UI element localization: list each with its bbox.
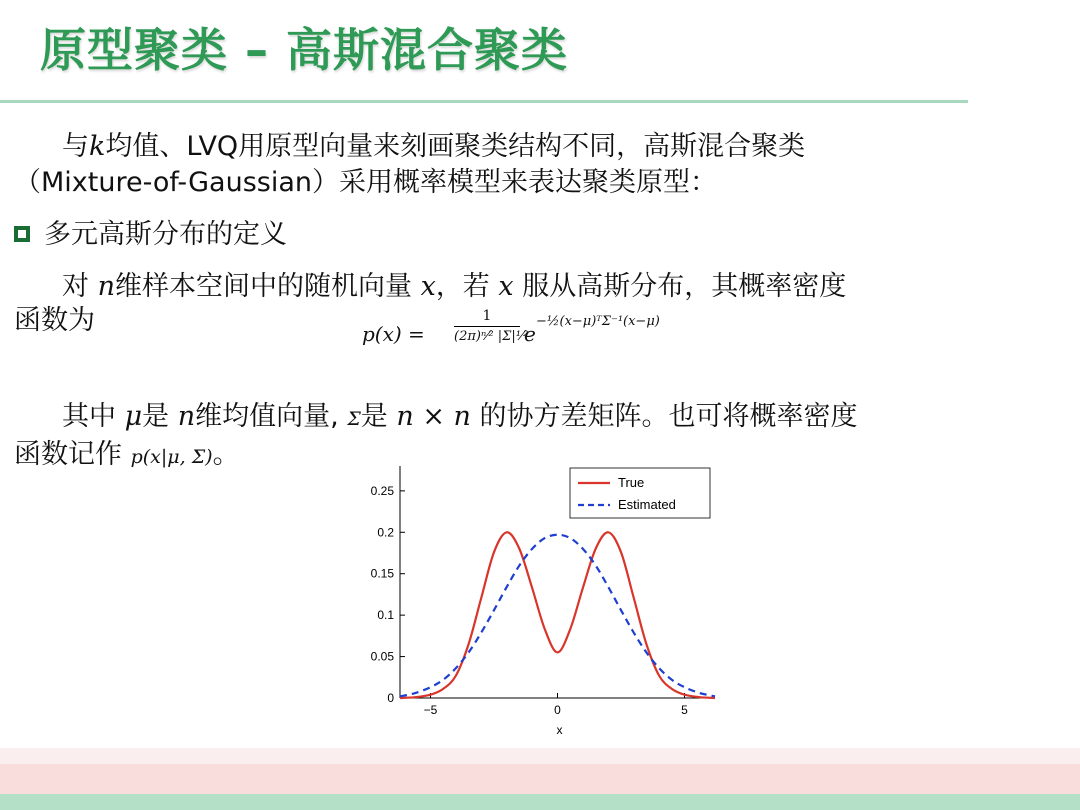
formula-fraction [454, 308, 529, 344]
square-bullet-icon [14, 226, 30, 242]
fraction-bar [454, 326, 520, 327]
x-tick-label: 5 [681, 703, 688, 717]
footer-band-pink [0, 764, 1080, 794]
def-p4: 服从高斯分布，其概率密度 [522, 271, 847, 302]
y-tick-label: 0 [387, 691, 394, 705]
x-tick-label: −5 [423, 703, 438, 717]
formula-numerator: 1 [482, 308, 492, 324]
note-p4: 是 [360, 401, 388, 432]
footer-band-green [0, 794, 1080, 810]
y-tick-label: 0.2 [377, 525, 394, 540]
note-line2-text: 函数记作 [14, 439, 122, 470]
def-p3: ，若 [435, 271, 490, 302]
formula-lhs: p(x) = [362, 322, 425, 346]
def-x-2: x [498, 271, 514, 302]
def-p1: 对 [62, 271, 89, 302]
y-tick-label: 0.25 [370, 483, 394, 498]
def-x: x [420, 271, 436, 302]
note-p1: 其中 [62, 401, 116, 432]
note-mu: μ [124, 401, 143, 432]
note-line-2 [14, 438, 240, 474]
def-p2: 维样本空间中的随机向量 [114, 271, 412, 302]
legend-label-estimated: Estimated [618, 497, 676, 512]
note-sigma: Σ [347, 408, 361, 430]
intro-pre: 与 [62, 131, 89, 162]
title-divider [0, 100, 968, 103]
note-p5: 的协方差矩阵。也可将概率密度 [479, 401, 858, 432]
x-axis-label: x [556, 723, 563, 737]
bullet-text: 多元高斯分布的定义 [44, 219, 287, 250]
intro-post: 均值、LVQ用原型向量来刻画聚类结构不同，高斯混合聚类 [105, 131, 806, 162]
y-tick-label: 0.15 [370, 566, 394, 581]
note-notation: p(x|μ, Σ) [130, 446, 213, 468]
slide-title: 原型聚类 – 高斯混合聚类 [40, 23, 569, 77]
definition-line-1 [62, 270, 846, 304]
formula-denominator: (2π)ⁿ⁄² |Σ|¹⁄² [454, 329, 529, 344]
footer-band-light [0, 748, 1080, 764]
x-tick-label: 0 [554, 703, 561, 717]
series-line-estimated [400, 535, 715, 697]
formula-e: e [524, 322, 536, 346]
note-line-1 [62, 400, 858, 436]
def-n: n [97, 271, 115, 302]
note-n: n [177, 401, 196, 432]
intro-line-1 [62, 130, 805, 164]
definition-line-2: 函数为 [14, 305, 95, 336]
density-chart [340, 458, 740, 748]
formula-exponent: −½(x−μ)ᵀΣ⁻¹(x−μ) [536, 314, 660, 329]
note-p3: 维均值向量, [195, 401, 339, 432]
note-p2: 是 [142, 401, 170, 432]
bullet-item [14, 218, 287, 252]
y-tick-label: 0.05 [370, 649, 394, 664]
note-nxn: n × n [396, 401, 471, 432]
note-end: 。 [212, 439, 240, 470]
intro-k: k [89, 131, 106, 162]
series-line-true [400, 532, 715, 698]
intro-line-2: （Mixture-of-Gaussian）采用概率模型来表达聚类原型： [14, 167, 717, 198]
legend-label-true: True [618, 475, 645, 490]
y-tick-label: 0.1 [377, 608, 394, 623]
